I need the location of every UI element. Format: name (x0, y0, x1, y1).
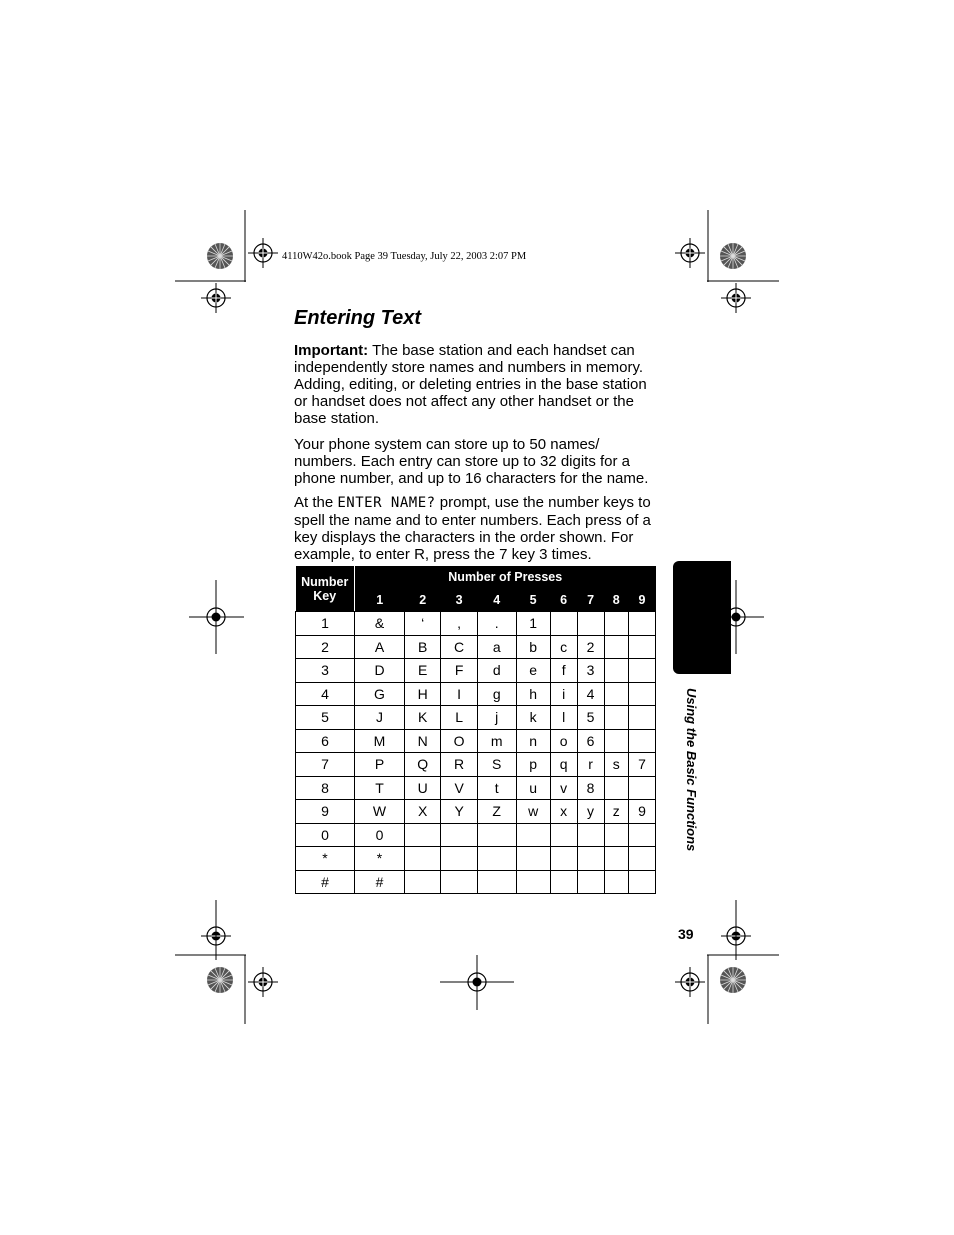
instructions-paragraph (294, 494, 664, 563)
instructions-text-after: prompt, use the number keys to spell the name and to enter numbers. Each press of a key displays the characters in the order shown. For example, to enter R, press the 7 key 3 times. (294, 494, 651, 563)
character-cell: j (477, 706, 516, 730)
character-cell: p (516, 753, 550, 777)
important-paragraph (294, 342, 664, 427)
character-cell: X (405, 800, 441, 824)
character-cell: Q (405, 753, 441, 777)
character-cell (629, 635, 656, 659)
character-cell: 7 (629, 753, 656, 777)
press-number-header: 4 (477, 588, 516, 611)
character-cell: t (477, 776, 516, 800)
character-cell (629, 706, 656, 730)
character-cell (550, 612, 577, 636)
character-cell: # (355, 870, 405, 894)
character-cell: & (355, 612, 405, 636)
press-number-header: 5 (516, 588, 550, 611)
character-cell: 6 (577, 729, 604, 753)
character-cell: h (516, 682, 550, 706)
character-cell: 0 (355, 823, 405, 847)
character-cell (516, 870, 550, 894)
character-cell (550, 847, 577, 871)
character-cell (405, 847, 441, 871)
registration-star-icon (720, 243, 746, 269)
important-label: Important: (294, 342, 369, 359)
character-cell (629, 612, 656, 636)
character-cell: P (355, 753, 405, 777)
character-cell: z (604, 800, 628, 824)
character-cell (629, 776, 656, 800)
press-number-header: 2 (405, 588, 441, 611)
character-cell: q (550, 753, 577, 777)
registration-target-icon (675, 238, 705, 268)
key-presses-table (295, 566, 656, 894)
character-cell (577, 612, 604, 636)
character-cell: A (355, 635, 405, 659)
character-cell: E (405, 659, 441, 683)
character-cell: l (550, 706, 577, 730)
character-cell: i (550, 682, 577, 706)
character-cell (604, 729, 628, 753)
character-cell (604, 847, 628, 871)
character-cell: 4 (577, 682, 604, 706)
press-number-header: 1 (355, 588, 405, 611)
character-cell: y (577, 800, 604, 824)
character-cell (477, 870, 516, 894)
instructions-text-before: At the (294, 494, 338, 511)
character-cell: b (516, 635, 550, 659)
press-number-header: 6 (550, 588, 577, 611)
character-cell (405, 870, 441, 894)
character-cell (477, 823, 516, 847)
character-cell (604, 612, 628, 636)
character-cell: K (405, 706, 441, 730)
character-cell: * (355, 847, 405, 871)
table-row (296, 612, 656, 636)
character-cell (604, 659, 628, 683)
character-cell: Y (441, 800, 477, 824)
character-cell: G (355, 682, 405, 706)
character-cell (577, 870, 604, 894)
section-tab (673, 561, 731, 674)
number-key-cell: 7 (296, 753, 355, 777)
character-cell: 9 (629, 800, 656, 824)
character-cell: o (550, 729, 577, 753)
character-cell: R (441, 753, 477, 777)
character-cell (516, 847, 550, 871)
table-row (296, 870, 656, 894)
character-cell: e (516, 659, 550, 683)
character-cell (550, 823, 577, 847)
important-text: The base station and each handset can independently store names and numbers in memory. Adding, editing, or deleting entries in the base station or handset does not affect any other handset or the base station. (294, 342, 647, 427)
character-cell: J (355, 706, 405, 730)
number-key-cell: 5 (296, 706, 355, 730)
character-cell (604, 682, 628, 706)
character-cell (629, 729, 656, 753)
number-key-cell: 9 (296, 800, 355, 824)
character-cell (604, 776, 628, 800)
character-cell (604, 823, 628, 847)
table-row (296, 706, 656, 730)
registration-target-icon (721, 283, 751, 313)
character-cell: 8 (577, 776, 604, 800)
registration-star-icon (720, 967, 746, 993)
press-number-header: 9 (629, 588, 656, 611)
character-cell: B (405, 635, 441, 659)
table-row (296, 847, 656, 871)
number-key-cell: 2 (296, 635, 355, 659)
character-cell: C (441, 635, 477, 659)
character-cell (629, 847, 656, 871)
number-of-presses-header: Number of Presses (355, 566, 656, 588)
table-row (296, 682, 656, 706)
character-cell: u (516, 776, 550, 800)
registration-star-icon (207, 243, 233, 269)
character-cell: 2 (577, 635, 604, 659)
page-number: 39 (678, 926, 694, 942)
character-cell: w (516, 800, 550, 824)
character-cell: U (405, 776, 441, 800)
character-cell (629, 870, 656, 894)
character-cell: 5 (577, 706, 604, 730)
table-row (296, 635, 656, 659)
number-key-cell: 3 (296, 659, 355, 683)
press-number-header: 7 (577, 588, 604, 611)
character-cell (441, 823, 477, 847)
character-cell: m (477, 729, 516, 753)
page-title: Entering Text (294, 307, 422, 329)
character-cell: H (405, 682, 441, 706)
character-cell: Z (477, 800, 516, 824)
character-cell (550, 870, 577, 894)
number-key-cell: 8 (296, 776, 355, 800)
character-cell (441, 870, 477, 894)
character-cell (577, 823, 604, 847)
capacity-paragraph: Your phone system can store up to 50 names/ numbers. Each entry can store up to 32 digits for a phone number, and up to 16 characters for the name. (294, 436, 649, 487)
character-cell: I (441, 682, 477, 706)
character-cell: F (441, 659, 477, 683)
character-cell: n (516, 729, 550, 753)
character-cell (516, 823, 550, 847)
table-row (296, 729, 656, 753)
character-cell: . (477, 612, 516, 636)
character-cell: 1 (516, 612, 550, 636)
character-cell (629, 682, 656, 706)
number-key-cell: 6 (296, 729, 355, 753)
character-cell: k (516, 706, 550, 730)
section-side-label: Using the Basic Functions (684, 688, 699, 852)
character-cell: x (550, 800, 577, 824)
number-key-cell: 4 (296, 682, 355, 706)
registration-target-icon (248, 238, 278, 268)
character-cell: L (441, 706, 477, 730)
registration-star-icon (207, 967, 233, 993)
character-cell: S (477, 753, 516, 777)
number-key-cell: # (296, 870, 355, 894)
character-cell: V (441, 776, 477, 800)
press-number-header: 8 (604, 588, 628, 611)
character-cell (477, 847, 516, 871)
enter-name-prompt: ENTER NAME? (337, 495, 436, 511)
character-cell: T (355, 776, 405, 800)
press-number-header: 3 (441, 588, 477, 611)
character-cell (604, 706, 628, 730)
character-cell: c (550, 635, 577, 659)
number-key-cell: 0 (296, 823, 355, 847)
table-row (296, 776, 656, 800)
character-cell: O (441, 729, 477, 753)
character-cell (405, 823, 441, 847)
registration-target-icon (248, 967, 278, 997)
table-row (296, 659, 656, 683)
character-cell: a (477, 635, 516, 659)
character-cell: f (550, 659, 577, 683)
registration-target-icon (201, 283, 231, 313)
character-cell: M (355, 729, 405, 753)
table-row (296, 800, 656, 824)
character-cell (577, 847, 604, 871)
character-cell: , (441, 612, 477, 636)
character-cell: r (577, 753, 604, 777)
character-cell (629, 823, 656, 847)
registration-target-icon (675, 967, 705, 997)
number-key-cell: 1 (296, 612, 355, 636)
character-cell: 3 (577, 659, 604, 683)
character-cell: d (477, 659, 516, 683)
character-cell (604, 635, 628, 659)
character-cell: s (604, 753, 628, 777)
number-key-cell: * (296, 847, 355, 871)
character-cell (629, 659, 656, 683)
character-cell: ‘ (405, 612, 441, 636)
print-header-line: 4110W42o.book Page 39 Tuesday, July 22, 2003 2:07 PM (282, 251, 527, 262)
character-cell (441, 847, 477, 871)
key-table-body (296, 611, 656, 894)
character-cell: W (355, 800, 405, 824)
character-cell: D (355, 659, 405, 683)
number-key-header: Number Key (296, 566, 355, 611)
table-row (296, 823, 656, 847)
character-cell (604, 870, 628, 894)
table-row (296, 753, 656, 777)
character-cell: v (550, 776, 577, 800)
character-cell: g (477, 682, 516, 706)
character-cell: N (405, 729, 441, 753)
